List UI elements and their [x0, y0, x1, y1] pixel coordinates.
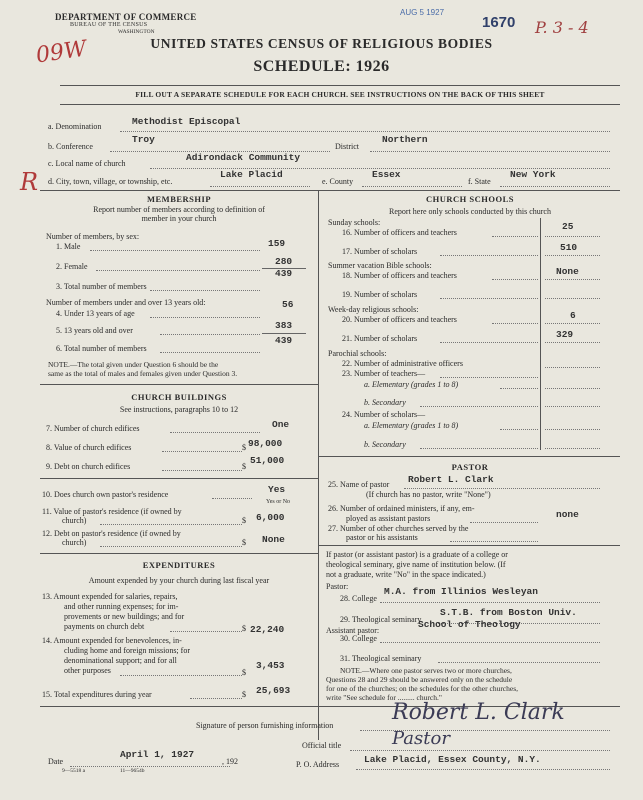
membership-title: MEMBERSHIP — [146, 194, 212, 204]
q14-label-3: denominational support; and for all — [64, 656, 177, 665]
currency-sign: $ — [242, 462, 246, 471]
q27-label-1: 27. Number of other churches served by the — [328, 524, 469, 533]
pastor-note-4: write "See schedule for ......... church." — [326, 693, 442, 702]
pastor-note-3: for one of the churches; on the schedules for the other churches, — [326, 684, 519, 693]
q8-label: 8. Value of church edifices — [46, 443, 132, 452]
grad-note-1: If pastor (or assistant pastor) is a graduate of a college or — [326, 550, 508, 559]
q21-value: 329 — [556, 329, 574, 340]
city-heading: WASHINGTON — [118, 29, 155, 35]
currency-sign: $ — [242, 516, 246, 525]
state-value: New York — [510, 169, 556, 180]
official-title-label: Official title — [302, 741, 342, 750]
buildings-title: CHURCH BUILDINGS — [131, 392, 227, 402]
q18-label: 18. Number of officers and teachers — [342, 271, 457, 280]
over13-label: 5. 13 years old and over — [56, 326, 133, 335]
pastor-note-1: NOTE.—Where one pastor serves two or more churches, — [340, 666, 512, 675]
currency-sign: $ — [242, 624, 246, 633]
q7-label: 7. Number of church edifices — [46, 424, 140, 433]
handwritten-code: P. 3 - 4 — [535, 18, 589, 37]
total-members-label: 3. Total number of members — [56, 282, 147, 291]
q16-value: 25 — [562, 221, 574, 232]
grad-note-2: theological seminary, give name of institution below. (If — [326, 560, 506, 569]
q12-label-1: 12. Debt on pastor's residence (if owned by — [42, 529, 181, 538]
q8-value: 98,000 — [248, 438, 283, 449]
q23b-label: b. Secondary — [364, 398, 406, 407]
schools-intro: Report here only schools conducted by this church — [389, 207, 551, 216]
q12-label-2: church) — [62, 538, 87, 547]
parochial-label: Parochial schools: — [328, 349, 387, 358]
male-label: 1. Male — [56, 242, 81, 251]
q20-value: 6 — [570, 310, 576, 321]
under13-label: 4. Under 13 years of age — [56, 309, 135, 318]
city-value: Lake Placid — [220, 169, 283, 180]
q26-label-1: 26. Number of ordained ministers, if any, em- — [328, 504, 475, 513]
q30-label: 30. College — [340, 634, 377, 643]
q21-label: 21. Number of scholars — [342, 334, 418, 343]
q27-label-2: pastor or his assistants — [346, 533, 418, 542]
q15-value: 25,693 — [256, 685, 291, 696]
total-members-value: 439 — [275, 268, 293, 279]
q25-label: 25. Name of pastor — [328, 480, 390, 489]
q23-label: 23. Number of teachers— — [342, 369, 426, 378]
date-value: April 1, 1927 — [120, 749, 195, 760]
buildings-intro: See instructions, paragraphs 10 to 12 — [119, 405, 239, 414]
q24b-label: b. Secondary — [364, 440, 406, 449]
q9-label: 9. Debt on church edifices — [46, 462, 131, 471]
female-value: 280 — [275, 256, 293, 267]
currency-sign: $ — [242, 668, 246, 677]
membership-intro-2: member in your church — [141, 214, 217, 223]
q11-label-2: church) — [62, 516, 87, 525]
membership-note-1: NOTE.—The total given under Question 6 should be the — [48, 360, 219, 369]
local-name-value: Adirondack Community — [186, 152, 301, 163]
q17-label: 17. Number of scholars — [342, 247, 418, 256]
q14-value: 3,453 — [256, 660, 285, 671]
currency-sign: $ — [242, 443, 246, 452]
conference-label: b. Conference — [48, 142, 93, 151]
pastor-sub-label: Pastor: — [326, 582, 349, 591]
state-label: f. State — [468, 177, 491, 186]
weekday-label: Week-day religious schools: — [328, 305, 419, 314]
form-number: 9—5518 a — [62, 768, 86, 774]
q29-value-1: S.T.B. from Boston Univ. — [440, 607, 577, 618]
po-address-label: P. O. Address — [296, 760, 340, 769]
district-label: District — [335, 142, 359, 151]
schools-title: CHURCH SCHOOLS — [426, 194, 514, 204]
q23a-label: a. Elementary (grades 1 to 8) — [364, 380, 459, 389]
q26-value: none — [556, 509, 579, 520]
county-label: e. County — [322, 177, 354, 186]
q28-label: 28. College — [340, 594, 377, 603]
q29-label: 29. Theological seminary — [340, 615, 422, 624]
q9-value: 51,000 — [250, 455, 285, 466]
signature-label: Signature of person furnishing information — [196, 721, 334, 730]
pastor-note-2: Questions 28 and 29 should be answered only on the schedule — [326, 675, 513, 684]
membership-intro-1: Report number of members according to definition of — [93, 205, 265, 214]
expenditures-intro: Amount expended by your church during last fiscal year — [88, 576, 270, 585]
instructions-line: FILL OUT A SEPARATE SCHEDULE FOR EACH CHURCH. SEE INSTRUCTIONS ON THE BACK OF THIS SHEET — [135, 90, 545, 99]
q13-label-2: and other running expenses; for im- — [64, 602, 179, 611]
by-sex-label: Number of members, by sex: — [46, 232, 140, 241]
form-subtitle: SCHEDULE: 1926 — [253, 58, 390, 75]
form-number-2: 11—9654b — [120, 768, 145, 774]
q28-value: M.A. from Illinios Wesleyan — [384, 586, 538, 597]
stamp-number: 1670 — [482, 14, 516, 31]
date-suffix: , 192 — [222, 757, 238, 766]
expenditures-title: EXPENDITURES — [142, 560, 216, 570]
received-stamp-date: AUG 5 1927 — [400, 8, 445, 17]
bureau-heading: BUREAU OF THE CENSUS — [70, 22, 148, 28]
grad-note-3: not a graduate, write "No" in the space indicated.) — [326, 570, 486, 579]
q15-label: 15. Total expenditures during year — [42, 690, 152, 699]
district-value: Northern — [382, 134, 428, 145]
city-label: d. City, town, village, or township, etc. — [48, 177, 173, 186]
conference-value: Troy — [132, 134, 155, 145]
q13-value: 22,240 — [250, 624, 285, 635]
local-name-label: c. Local name of church — [48, 159, 126, 168]
q24a-label: a. Elementary (grades 1 to 8) — [364, 421, 459, 430]
date-label: Date — [48, 757, 64, 766]
q13-label-4: payments on church debt — [64, 622, 145, 631]
currency-sign: $ — [242, 690, 246, 699]
q17-value: 510 — [560, 242, 578, 253]
q14-label-2: cluding home and foreign missions; for — [64, 646, 190, 655]
pastor-title: PASTOR — [451, 462, 489, 472]
q31-label: 31. Theological seminary — [340, 654, 422, 663]
under13-value: 56 — [282, 299, 294, 310]
q10-hint: Yes or No — [266, 499, 291, 505]
q13-label-1: 13. Amount expended for salaries, repairs, — [42, 592, 178, 601]
over13-value: 383 — [275, 320, 293, 331]
total6-label: 6. Total number of members — [56, 344, 147, 353]
county-value: Essex — [372, 169, 401, 180]
female-label: 2. Female — [56, 262, 88, 271]
margin-r-mark: R — [20, 168, 39, 196]
q7-value: One — [272, 419, 290, 430]
q25-value: Robert L. Clark — [408, 474, 494, 485]
membership-note-2: same as the total of males and females given under Question 3. — [48, 369, 238, 378]
q14-label-1: 14. Amount expended for benevolences, in- — [42, 636, 182, 645]
signature-value: Robert L. Clark — [392, 700, 565, 725]
q18-value: None — [556, 266, 579, 277]
official-title-value: Pastor — [392, 728, 450, 749]
form-title: UNITED STATES CENSUS OF RELIGIOUS BODIES — [150, 36, 493, 51]
q14-label-4: other purposes — [64, 666, 111, 675]
summer-label: Summer vacation Bible schools: — [328, 261, 432, 270]
q10-label: 10. Does church own pastor's residence — [42, 490, 169, 499]
q22-label: 22. Number of administrative officers — [342, 359, 463, 368]
q11-value: 6,000 — [256, 512, 285, 523]
male-value: 159 — [268, 238, 286, 249]
denomination-label: a. Denomination — [48, 122, 102, 131]
q26-label-2: ployed as assistant pastors — [346, 514, 431, 523]
q12-value: None — [262, 534, 285, 545]
total6-value: 439 — [275, 335, 293, 346]
q11-label-1: 11. Value of pastor's residence (if owned by — [42, 507, 182, 516]
po-address-value: Lake Placid, Essex County, N.Y. — [364, 754, 541, 765]
q25-hint: (If church has no pastor, write "None") — [366, 490, 491, 499]
q16-label: 16. Number of officers and teachers — [342, 228, 457, 237]
sunday-label: Sunday schools: — [328, 218, 381, 227]
q24-label: 24. Number of scholars— — [342, 410, 426, 419]
q29-value-2: School of Theology — [418, 619, 521, 630]
margin-mark: 09W — [34, 36, 89, 69]
denomination-value: Methodist Episcopal — [132, 116, 241, 127]
age-intro-label: Number of members under and over 13 years old: — [46, 298, 206, 307]
q19-label: 19. Number of scholars — [342, 290, 418, 299]
q13-label-3: provements or new buildings; and for — [64, 612, 185, 621]
assistant-sub-label: Assistant pastor: — [326, 626, 380, 635]
q10-value: Yes — [268, 484, 286, 495]
department-heading: DEPARTMENT OF COMMERCE — [55, 12, 197, 22]
q20-label: 20. Number of officers and teachers — [342, 315, 457, 324]
currency-sign: $ — [242, 538, 246, 547]
